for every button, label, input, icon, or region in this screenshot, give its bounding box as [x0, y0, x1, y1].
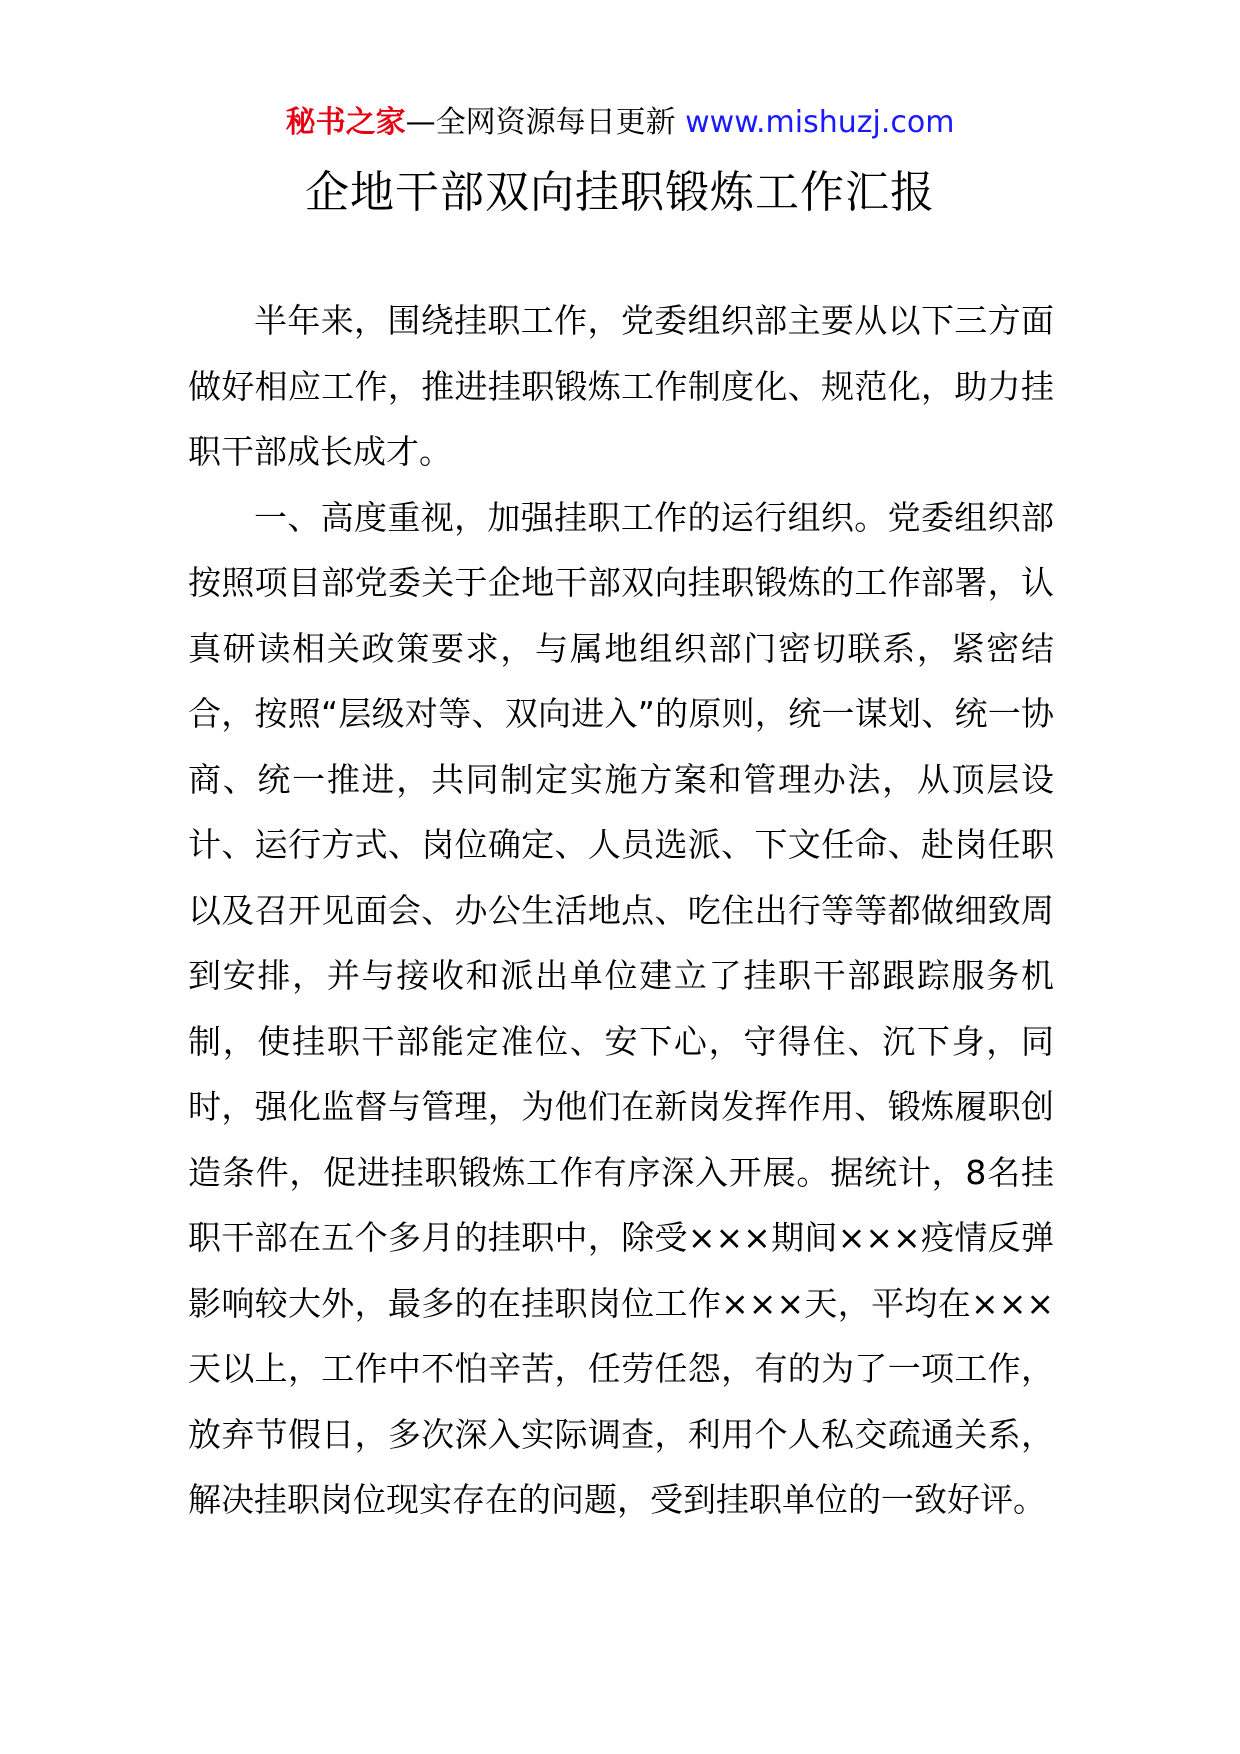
- paragraph-section-1: [188, 485, 1054, 1533]
- brand-name: 秘书之家: [285, 105, 406, 140]
- paragraph-intro: [188, 288, 1054, 485]
- document-title: 企地干部双向挂职锻炼工作汇报: [305, 167, 935, 218]
- banner-tagline: —全网资源每日更新: [405, 105, 676, 140]
- site-url-link[interactable]: www.mishuzj.com: [685, 105, 955, 140]
- document-body: [188, 288, 1054, 1533]
- paragraph-text: 半年来，围绕挂职工作，党委组织部主要从以下三方面做好相应工作，推进挂职锻炼工作制度化、规范化，助力挂职干部成长成才。: [188, 301, 1054, 471]
- section-heading: 一、高度重视，加强挂职工作的运行组织。: [254, 497, 888, 537]
- site-banner: [0, 100, 1240, 146]
- paragraph-text: 党委组织部按照项目部党委关于企地干部双向挂职锻炼的工作部署，认真研读相关政策要求，与属地组织部门密切联系，紧密结合，按照“层级对等、双向进入”的原则，统一谋划、统一协商、统一推进，共同制定实施方案和管理办法，从顶层设计、运行方式、岗位确定、人员选派、下文任命、赴岗任职以及召开见面会、办公生活地点、吃住出行等等都做细致周到安排，并与接收和派出单位建立了挂职干部跟踪服务机制，使挂职干部能定准位、安下心，守得住、沉下身，同时，强化监督与管理，为他们在新岗发挥作用、锻炼履职创造条件，促进挂职锻炼工作有序深入开展。据统计，8名挂职干部在五个多月的挂职中，除受×××期间×××疫情反弹影响较大外，最多的在挂职岗位工作×××天，平均在×××天以上，工作中不怕辛苦，任劳任怨，有的为了一项工作，放弃节假日，多次深入实际调查，利用个人私交疏通关系，解决挂职岗位现实存在的问题，受到挂职单位的一致好评。: [188, 497, 1055, 1519]
